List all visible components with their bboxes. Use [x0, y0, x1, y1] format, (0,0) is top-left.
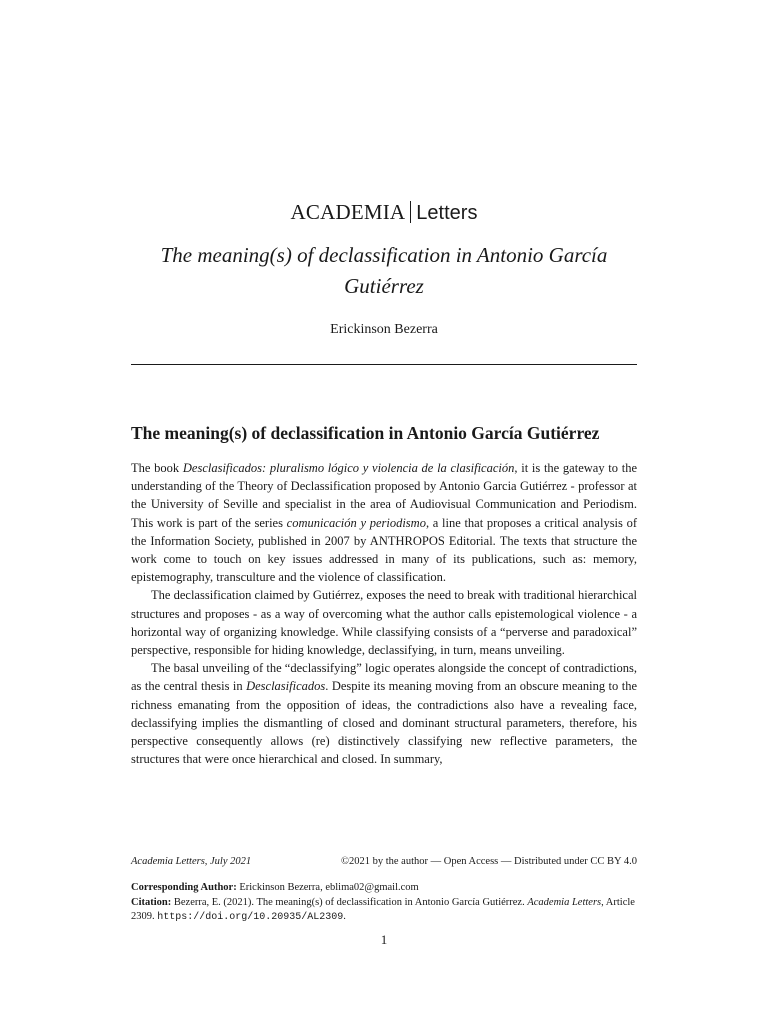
section-heading: The meaning(s) of declassification in Antonio García Gutiérrez [131, 423, 600, 443]
book-title-short: Desclasificados [246, 679, 326, 694]
body-paragraph-3 [131, 659, 637, 768]
journal-date: Academia Letters, July 2021 [131, 856, 252, 867]
article-body [131, 459, 637, 768]
corresponding-value: Erickinson Bezerra, eblima02@gmail.com [239, 882, 419, 893]
body-paragraph-1 [131, 459, 637, 586]
citation-label: Citation: [131, 896, 172, 908]
page-number: 1 [380, 932, 388, 947]
license-notice: ©2021 by the author — Open Access — Distributed under CC BY 4.0 [340, 856, 637, 867]
corresponding-author [131, 881, 637, 896]
journal-masthead [0, 198, 768, 227]
article-metadata [131, 881, 637, 926]
journal-series: Letters [416, 202, 478, 224]
article-title: The meaning(s) of declassification in Antonio García Gutiérrez [160, 243, 608, 298]
citation [131, 896, 637, 926]
paragraph-text: The book [131, 461, 183, 475]
paragraph-text: The basal unveiling of the “declassifying” logic operates alongside the concept of contradictions, as the central thesis in [131, 661, 637, 694]
article-author: Erickinson Bezerra [330, 322, 438, 337]
paragraph-text: , it is the gateway to the understanding of the Theory of Declassification proposed by Antonio Garcia Gutiérrez - professor at the University of Seville and specialist in the area of Audiovisual Communication and Periodism. This work is part of the series [131, 461, 638, 530]
masthead-divider [410, 201, 411, 223]
paragraph-text: , a line that proposes a critical analysis of the Information Society, published in 2007 by ANTHROPOS Editorial. The texts that structure the work come to touch on key issues addressed in many of its publications, such as: memory, epistemography, transculture and the violence of classification. [131, 515, 637, 585]
book-title: Desclasificados: pluralismo lógico y violencia de la clasificación [182, 461, 515, 475]
body-paragraph-2: The declassification claimed by Gutiérrez, exposes the need to break with traditional hierarchical structures and proposes - as a way of overcoming what the author calls epistemological violence - a horizontal way of organizing knowledge. While classifying consists of a “perverse and paradoxical” perspective, responsible for hiding knowledge, declassifying, in turn, means unveiling. [131, 588, 637, 658]
series-name: comunicación y periodismo [286, 515, 426, 530]
citation-end: . [343, 911, 346, 922]
corresponding-label: Corresponding Author: [131, 882, 237, 893]
citation-text: Bezerra, E. (2021). The meaning(s) of declassification in Antonio García Gutiérrez. [173, 896, 525, 908]
paragraph-text: . Despite its meaning moving from an obscure meaning to the richness emanating from the opposition of ideas, the contradictions also have a revealing face, declassifying implies the dismantling of closed and dominant structural parameters, therefore, his perspective consequently allows (re) distinctively classifying new reflective parameters, the structures that were once hierarchical and closed. In summary, [131, 679, 637, 767]
citation-article: , Article 2309. [131, 896, 635, 922]
citation-journal: Academia Letters [527, 896, 602, 908]
citation-doi-link[interactable]: https://doi.org/10.20935/AL2309 [157, 912, 344, 923]
title-divider [131, 364, 637, 365]
journal-brand: ACADEMIA [290, 200, 406, 224]
